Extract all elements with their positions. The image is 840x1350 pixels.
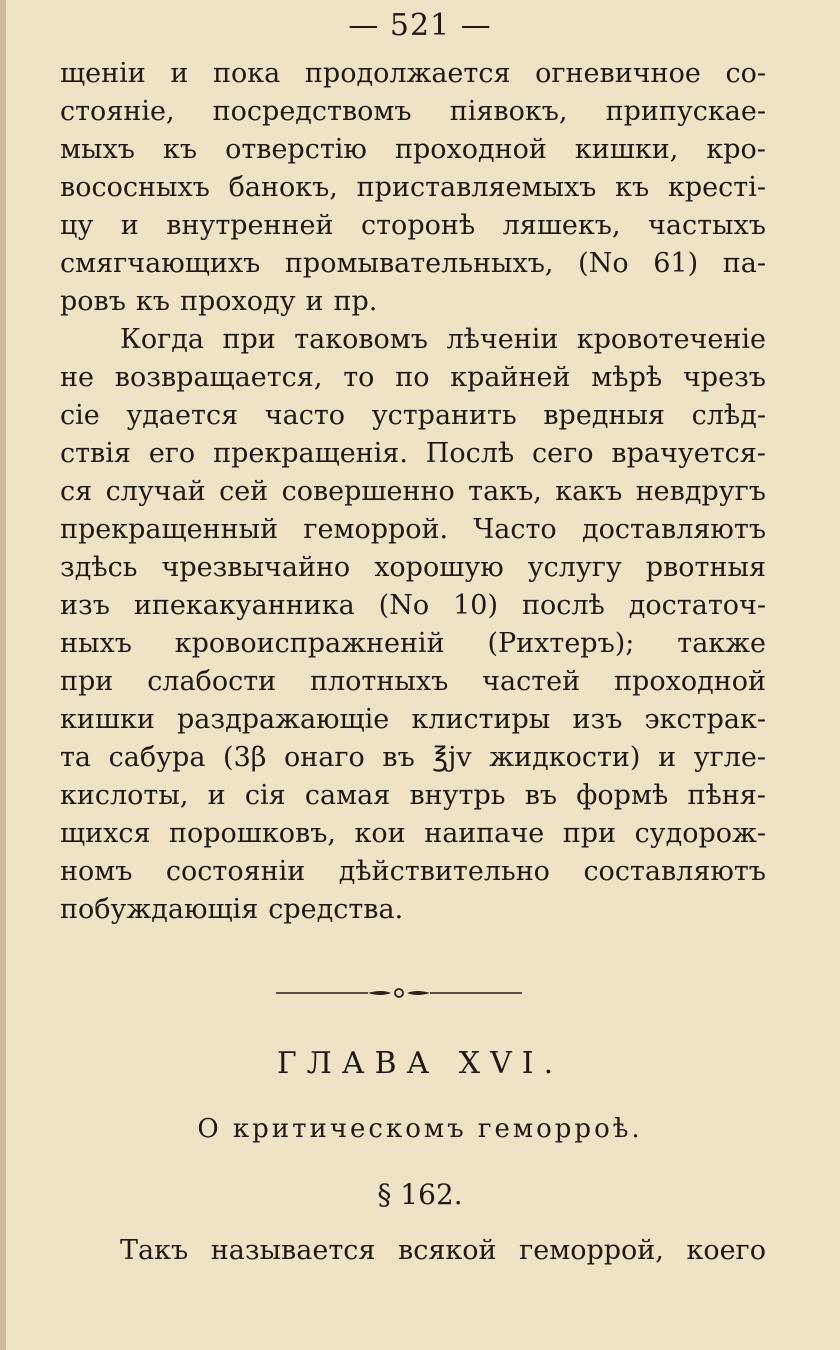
- paragraph: [60, 55, 766, 321]
- text-line: при слабости плотныхъ частей проходной: [60, 666, 766, 697]
- text-line: кишки раздражающіе клистиры изъ экстрак-: [60, 704, 766, 735]
- text-line: вососныхъ банокъ, приставляемыхъ къ кресті-: [60, 172, 766, 203]
- text-line: ся случай сей совершенно такъ, какъ невдругъ: [60, 476, 766, 507]
- page-number: — 521 —: [348, 8, 492, 43]
- text-line: стояніе, посредствомъ піявокъ, припускае-: [60, 96, 766, 127]
- text-block: [60, 55, 766, 929]
- text-line: прекращенный геморрой. Часто доставляютъ: [60, 514, 766, 545]
- text-line: сіе удается часто устранить вредныя слѣд-: [60, 400, 766, 431]
- chapter-subtitle: О критическомъ геморроѣ.: [197, 1114, 643, 1144]
- text-line: цу и внутренней сторонѣ ляшекъ, частыхъ: [60, 210, 766, 241]
- text-line: не возвращается, то по крайней мѣрѣ чрезъ: [60, 362, 766, 393]
- text-line: ныхъ кровоиспражненій (Рихтеръ); также: [60, 628, 766, 659]
- text-line: кислоты, и сія самая внутрь въ формѣ пѣня-: [60, 780, 766, 811]
- text-line: побуждающія средства.: [60, 894, 404, 925]
- text-line: изъ ипекакуанника (No 10) послѣ достаточ-: [60, 590, 766, 621]
- text-line: ровъ къ проходу и пр.: [60, 286, 378, 317]
- text-line: номъ состояніи дѣйствительно составляютъ: [60, 856, 766, 887]
- chapter-title: ГЛАВА XVI.: [276, 1046, 564, 1081]
- section-number: § 162.: [377, 1178, 463, 1211]
- text-line: щеніи и пока продолжается огневичное со-: [60, 58, 766, 89]
- text-line: ствія его прекращенія. Послѣ сего врачуется-: [60, 438, 766, 469]
- text-line: та сабура (3β онаго въ ℥jv жидкости) и угле-: [60, 742, 766, 773]
- text-line: смягчающихъ промывательныхъ, (No 61) па-: [60, 248, 766, 279]
- text-line: щихся порошковъ, кои наипаче при судорож-: [60, 818, 766, 849]
- text-line: мыхъ къ отверстію проходной кишки, кро-: [60, 134, 766, 165]
- text-line: Когда при таковомъ лѣченіи кровотеченіе: [120, 324, 766, 355]
- page-edge: [0, 0, 6, 1350]
- text-line: здѣсь чрезвычайно хорошую услугу рвотныя: [60, 552, 766, 583]
- ornament-divider: [276, 983, 522, 1003]
- text-line: Такъ называется всякой геморрой, коего: [120, 1235, 766, 1266]
- paragraph: [60, 321, 766, 929]
